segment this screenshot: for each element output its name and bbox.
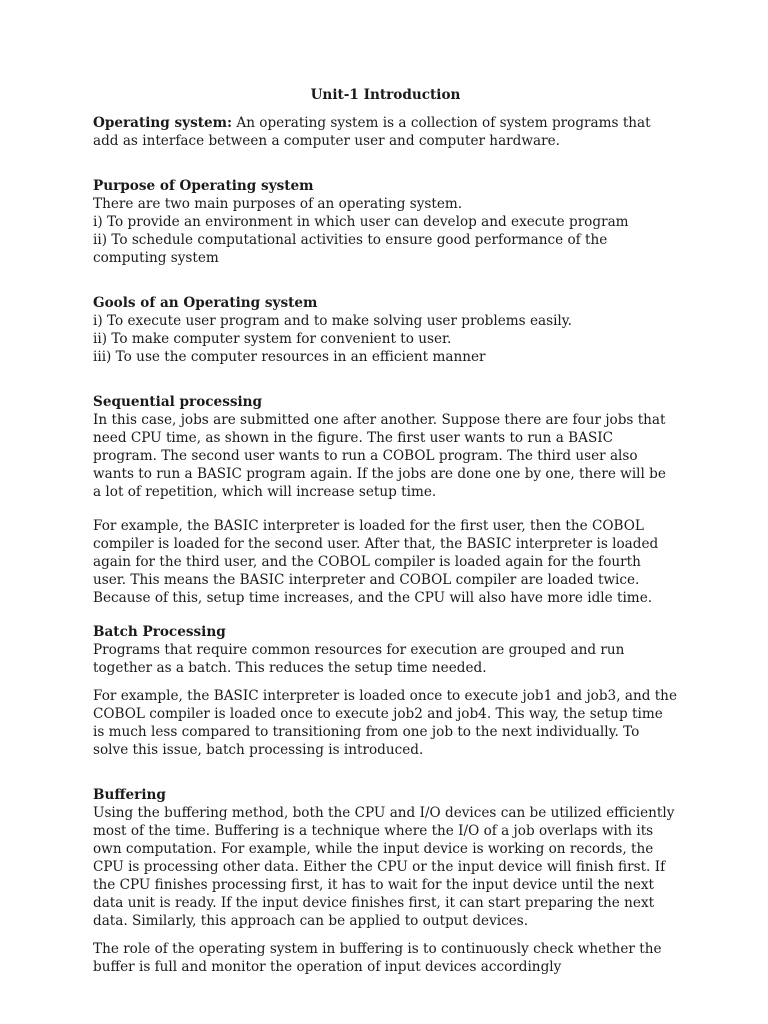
buffering-heading: Buffering (93, 787, 166, 803)
buffering-paragraph-1: Using the buffering method, both the CPU and I/O devices can be utilized efficiently most of the time. Buffering is a technique where the I/O of a job overlaps with its own computation. For example, while the input device is working on records, the CPU is processing other data. Either the CPU or the input device will finish first. If the CPU finishes processing first, it has to wait for the input device until the next data unit is ready. If the input device finishes first, it can start preparing the next data. Similarly, this approach can be applied to output devices. (93, 805, 675, 929)
sequential-paragraph-1: In this case, jobs are submitted one after another. Suppose there are four jobs that need CPU time, as shown in the figure. The first user wants to run a BASIC program. The second user wants to run a COBOL program. The third user also wants to run a BASIC program again. If the jobs are done one by one, there will be a lot of repetition, which will increase setup time. (93, 412, 666, 500)
goals-heading: Gools of an Operating system (93, 295, 318, 311)
goals-item-3: iii) To use the computer resources in an efficient manner (93, 349, 486, 365)
batch-paragraph-1: Programs that require common resources for execution are grouped and run together as a batch. This reduces the setup time needed. (93, 642, 625, 676)
purpose-item-2: ii) To schedule computational activities to ensure good performance of the computing system (93, 232, 608, 266)
buffering-paragraph-2: The role of the operating system in buffering is to continuously check whether the buffer is full and monitor the operation of input devices accordingly (93, 941, 662, 975)
page-title: Unit-1 Introduction (310, 87, 461, 103)
goals-item-1: i) To execute user program and to make solving user problems easily. (93, 313, 572, 329)
goals-item-2: ii) To make computer system for convenient to user. (93, 331, 452, 347)
purpose-heading: Purpose of Operating system (93, 178, 314, 194)
purpose-intro: There are two main purposes of an operating system. (93, 196, 463, 212)
document-page (93, 86, 678, 976)
batch-heading: Batch Processing (93, 624, 226, 640)
sequential-paragraph-2: For example, the BASIC interpreter is loaded for the first user, then the COBOL compiler is loaded for the second user. After that, the BASIC interpreter is loaded again for the third user, and the COBOL compiler is loaded again for the fourth user. This means the BASIC interpreter and COBOL compiler are loaded twice. Because of this, setup time increases, and the CPU will also have more idle time. (93, 518, 659, 606)
batch-paragraph-2: For example, the BASIC interpreter is loaded once to execute job1 and job3, and the COBOL compiler is loaded once to execute job2 and job4. This way, the setup time is much less compared to transitioning from one job to the next individually. To solve this issue, batch processing is introduced. (93, 688, 677, 758)
definition-paragraph (93, 114, 678, 150)
definition-term: Operating system: (93, 115, 233, 131)
sequential-heading: Sequential processing (93, 394, 263, 410)
purpose-item-1: i) To provide an environment in which user can develop and execute program (93, 214, 629, 230)
definition-text: An operating system is a collection of system programs that add as interface between a computer user and computer hardware. (93, 115, 651, 149)
